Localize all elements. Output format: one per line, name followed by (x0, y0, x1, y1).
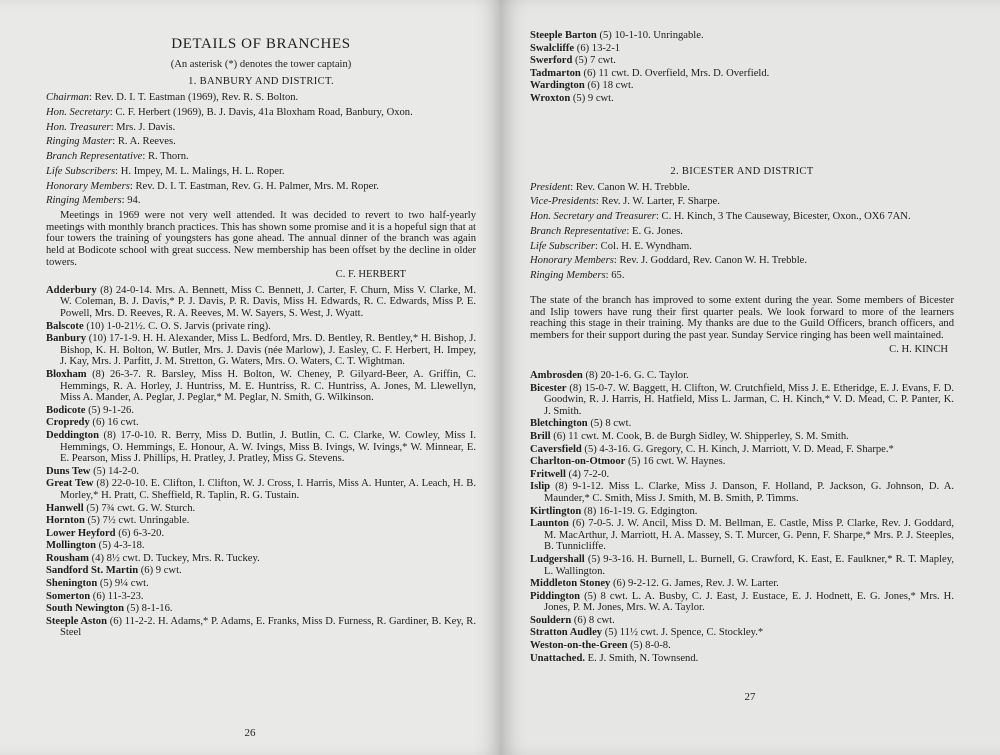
tower-entry (530, 418, 954, 430)
tower-details: (5) 9-3-16. H. Burnell, L. Burnell, G. Crawford, K. East, E. Faulkner,* R. T. Mapley, L. Wallington. (544, 553, 954, 577)
tower-name: Middleton Stoney (530, 578, 611, 590)
tower-name: Launton (530, 518, 569, 530)
tower-details: (6) 8 cwt. (571, 614, 615, 626)
officer-role: Life Subscribers (46, 165, 116, 177)
tower-details: (5) 4-3-18. (96, 540, 145, 552)
officer-names: Mrs. J. Davis. (116, 121, 176, 133)
tower-name: Charlton-on-Otmoor (530, 456, 626, 468)
officer-entry: Life Subscribers: H. Impey, M. L. Malings, H. L. Roper. (46, 165, 285, 177)
officer-entry: Branch Representative: E. G. Jones. (530, 225, 683, 237)
towers-list (46, 285, 476, 639)
officer-names: E. G. Jones. (631, 225, 683, 237)
officer-names: Rev. D. I. T. Eastman (1969), Rev. R. S. Bolton. (94, 92, 299, 103)
tower-entry (46, 466, 476, 478)
tower-name: Weston-on-the-Green (530, 640, 628, 652)
tower-details: (5) 10-1-10. Unringable. (596, 30, 704, 41)
tower-details: (5) 9¼ cwt. (97, 578, 149, 590)
tower-details: E. J. Smith, N. Townsend. (585, 652, 699, 664)
officer-role: Chairman (46, 92, 89, 103)
officer-role: Ringing Members (530, 270, 606, 282)
officer-role: Vice-Presidents (530, 196, 596, 208)
officer-names: C. F. Herbert (1969), B. J. Davis, 41a Bloxham Road, Banbury, Oxon. (115, 106, 413, 118)
report-signature: C. H. KINCH (889, 344, 948, 356)
officer-names: Col. H. E. Wyndham. (600, 240, 692, 252)
officer-names: R. Thorn. (147, 151, 189, 163)
tower-name: Ludgershall (530, 553, 585, 565)
tower-entry (46, 285, 476, 320)
officer-names: 94. (127, 195, 141, 207)
tower-name: Adderbury (46, 284, 97, 296)
tower-details: (6) 11-3-23. (90, 590, 144, 602)
tower-entry (46, 578, 476, 590)
tower-entry (46, 591, 476, 603)
tower-details: (5) 7¾ cwt. G. W. Sturch. (83, 502, 196, 514)
officer-role: Life Subscriber (530, 240, 596, 252)
tower-name: Great Tew (46, 478, 94, 490)
officer-entry: Hon. Secretary and Treasurer: C. H. Kinch, 3 The Causeway, Bicester, Oxon., OX6 7AN. (530, 211, 911, 223)
towers-list (530, 370, 954, 664)
tower-name: Steeple Barton (530, 30, 597, 41)
officer-names: 65. (611, 270, 625, 282)
tower-entry (530, 456, 954, 468)
tower-entry (530, 653, 954, 665)
officers-list (530, 182, 954, 282)
tower-details: (5) 8-1-16. (124, 603, 173, 615)
tower-details: (6) 11-2-2. H. Adams,* P. Adams, E. Franks, Miss D. Furness, R. Gardiner, B. Key, R. Steel (60, 615, 476, 639)
tower-entry (530, 469, 954, 481)
tower-name: Wroxton (530, 92, 571, 104)
tower-entry (46, 528, 476, 540)
tower-entry (46, 540, 476, 552)
tower-details: (5) 7½ cwt. Unringable. (84, 515, 190, 527)
tower-name: South Newington (46, 603, 124, 615)
tower-details: (5) 4-3-16. G. Gregory, C. H. Kinch, J. Marriott, V. D. Mead, F. Sharpe.* (581, 443, 894, 455)
officer-entry: Chairman: Rev. D. I. T. Eastman (1969), Rev. R. S. Bolton. (46, 92, 299, 103)
tower-entry (530, 627, 954, 639)
officer-entry: Hon. Secretary: C. F. Herbert (1969), B. J. Davis, 41a Bloxham Road, Banbury, Oxon. (46, 106, 413, 118)
tower-name: Islip (530, 481, 551, 493)
tower-details: (6) 9 cwt. (138, 565, 182, 577)
tower-details: (8) 17-0-10. R. Berry, Miss D. Butlin, J. Butlin, C. C. Clarke, W. Cowley, Miss I. Hemmings, O. Hemmings, E. Honour, A. W. Ivings, Miss B. Ivings, W. Ivings,* W. Minnear, E. E. Pearson, Miss J. Phillips, H. Pratley, J. Pratley, Miss G. Stevens. (60, 429, 476, 465)
tower-name: Sandford St. Martin (46, 565, 139, 577)
tower-entry (530, 591, 954, 614)
tower-details: (6) 11 cwt. M. Cook, B. de Burgh Sidley, W. Shipperley, S. M. Smith. (550, 430, 849, 442)
tower-details: (6) 16 cwt. (89, 417, 139, 429)
officer-entry: Ringing Master: R. A. Reeves. (46, 136, 176, 148)
tower-details: (8) 24-0-14. Mrs. A. Bennett, Miss C. Bennett, J. Carter, F. Churn, Miss V. Clarke, M. W. Coleman, B. J. Davis,* P. J. Davis, P. R. Davis, Miss H. Edwards, R. C. Edwards, Miss P. E. Powell, Mrs. D. Reeves, R. A. Reeves, M. W. Sayers, S. West, J. Wyatt. (60, 284, 476, 319)
officer-role: Hon. Treasurer (46, 121, 111, 133)
page-number: 26 (244, 727, 256, 739)
tower-details: (8) 9-1-12. Miss L. Clarke, Miss J. Danson, F. Holland, P. Jackson, G. Johnson, D. A. Maunder,* C. Smith, Miss J. Smith, M. B. Smith, P. Timms. (544, 481, 954, 504)
tower-name: Ambrosden (530, 370, 583, 381)
officer-entry: Honorary Members: Rev. J. Goddard, Rev. Canon W. H. Trebble. (530, 255, 807, 267)
tower-entry (530, 370, 954, 382)
tower-name: Hornton (46, 515, 85, 527)
tower-name: Souldern (530, 614, 572, 626)
tower-name: Duns Tew (46, 465, 91, 477)
tower-entry (530, 68, 954, 80)
tower-name: Cropredy (46, 417, 90, 429)
officer-names: C. H. Kinch, 3 The Causeway, Bicester, Oxon., OX6 7AN. (661, 211, 911, 223)
tower-name: Steeple Aston (46, 615, 107, 627)
tower-name: Caversfield (530, 443, 582, 455)
officer-role: Honorary Members (46, 180, 130, 192)
asterisk-note: (An asterisk (*) denotes the tower captain) (170, 59, 352, 70)
officer-names: R. A. Reeves. (117, 136, 176, 148)
officer-role: Ringing Members (46, 195, 122, 207)
report-signature: C. F. HERBERT (335, 269, 406, 281)
tower-name: Stratton Audley (530, 627, 603, 639)
tower-entry (46, 417, 476, 429)
tower-details: (5) 9-1-26. (85, 404, 134, 416)
tower-details: (4) 7-2-0. (565, 468, 610, 480)
tower-details: (8) 16-1-19. G. Edgington. (581, 505, 698, 517)
officer-entry: Life Subscriber: Col. H. E. Wyndham. (530, 240, 692, 252)
officer-role: Branch Representative (46, 151, 143, 163)
tower-entry (46, 321, 476, 333)
tower-details: (6) 7-0-5. J. W. Ancil, Miss D. M. Bellman, E. Castle, Miss P. Clarke, Rev. J. Goddard, M. MacArthur, J. Marriott, H. A. Massey, S. T. Murcer, G. Penn, F. Sharpe,* Mrs. P. J. Steeples, B. Tunnicliffe. (544, 518, 954, 553)
tower-entry (530, 431, 954, 443)
tower-name: Mollington (46, 540, 97, 552)
tower-entry (46, 430, 476, 465)
tower-entry (46, 603, 476, 615)
officer-entry: Hon. Treasurer: Mrs. J. Davis. (46, 121, 176, 133)
tower-details: (5) 11½ cwt. J. Spence, C. Stockley.* (602, 627, 764, 639)
tower-details: (8) 20-1-6. G. C. Taylor. (582, 370, 689, 381)
tower-name: Banbury (46, 333, 87, 345)
tower-details: (5) 14-2-0. (90, 465, 140, 477)
tower-name: Somerton (46, 590, 91, 602)
tower-details: (5) 8 cwt. (587, 418, 632, 430)
tower-name: Tadmarton (530, 67, 581, 79)
officer-names: H. Impey, M. L. Malings, H. L. Roper. (120, 165, 285, 177)
officer-role: Branch Representative (530, 225, 627, 237)
officer-entry: Ringing Members: 94. (46, 195, 141, 207)
tower-name: Shenington (46, 578, 98, 590)
tower-entry (46, 369, 476, 404)
tower-details: (8) 22-0-10. E. Clifton, I. Clifton, W. J. Cross, I. Harris, Miss A. Hunter, A. Leach, H. B. Morley,* H. Pratt, C. Sheffield, R. Taplin, R. G. Tustain. (60, 478, 476, 501)
tower-name: Rousham (46, 552, 89, 564)
tower-entry (530, 55, 954, 67)
tower-details: (5) 16 cwt. W. Haynes. (625, 456, 726, 468)
tower-name: Bloxham (46, 368, 87, 380)
officer-role: Honorary Members (530, 255, 614, 267)
tower-details: (8) 26-3-7. R. Barsley, Miss H. Bolton, W. Cheney, P. Gilyard-Beer, A. Griffin, C. Hemmings, R. A. Horley, J. Huntriss, M. E. Huntriss, R. C. Huntriss, A. Jones, M. Llewellyn, Miss A. Mander, A. Peglar, J. Peglar,* M. Peglar, N. Smith, G. Wilkinson. (60, 368, 476, 404)
tower-details: (6) 6-3-20. (115, 527, 165, 539)
page-number: 27 (744, 691, 756, 703)
right-page (500, 0, 1000, 755)
tower-entry (46, 503, 476, 515)
officers-list (46, 92, 476, 207)
tower-details: (6) 9-2-12. G. James, Rev. J. W. Larter. (610, 578, 779, 590)
officer-names: Rev. J. W. Larter, F. Sharpe. (601, 196, 720, 208)
tower-entry (530, 554, 954, 577)
branch-report: Meetings in 1969 were not very well attended. It was decided to revert to two half-yearly meetings with monthly branch practices. This has shown some promise and it is a hopeful sign that at four towers the training of youngsters has gone ahead. The annual dinner of the branch was again held at Bodicote school with great success. New membership has been offset by the decline in older towers. (46, 210, 476, 268)
officer-entry: Branch Representative: R. Thorn. (46, 151, 189, 163)
section-heading-bicester: 2. BICESTER AND DISTRICT (670, 165, 814, 177)
tower-entry (530, 640, 954, 652)
tower-entry (46, 553, 476, 565)
tower-entry (46, 405, 476, 417)
tower-entry (530, 80, 954, 92)
tower-entry (530, 615, 954, 627)
tower-name: Bletchington (530, 418, 588, 430)
tower-details: (6) 11 cwt. D. Overfield, Mrs. D. Overfield. (580, 67, 770, 79)
tower-name: Balscote (46, 320, 84, 332)
tower-details: (5) 8 cwt. L. A. Busby, C. J. East, J. Eustace, E. J. Hodnett, E. G. Jones,* Mrs. H. Jones, P. M. Jones, Mrs. W. A. Taylor. (544, 590, 954, 614)
tower-entry (530, 578, 954, 590)
tower-name: Swerford (530, 55, 573, 67)
tower-entry (530, 518, 954, 553)
officer-names: Rev. J. Goddard, Rev. Canon W. H. Trebble. (619, 255, 807, 267)
tower-name: Kirtlington (530, 505, 582, 517)
officer-names: Rev. Canon W. H. Trebble. (575, 181, 690, 193)
tower-entry (46, 565, 476, 577)
tower-details: (6) 13-2-1 (574, 42, 621, 54)
officer-entry: Ringing Members: 65. (530, 270, 625, 282)
tower-entry (46, 515, 476, 527)
tower-details: (4) 8½ cwt. D. Tuckey, Mrs. R. Tuckey. (88, 552, 260, 564)
tower-entry (530, 506, 954, 518)
towers-list-continued (530, 30, 954, 105)
tower-entry (46, 333, 476, 368)
tower-entry (530, 444, 954, 456)
tower-entry (530, 30, 954, 42)
tower-details: (10) 17-1-9. H. H. Alexander, Miss L. Bedford, Mrs. D. Bentley, R. Bentley,* H. Bishop, J. Bishop, K. H. Bolton, W. Butler, Mrs. J. Davis (née Marlow), J. Easley, C. F. Herbert, H. Impey, J. Kay, Mrs. J. Parfitt, J. M. Stretton, G. Waters, Mrs. O. Waters, C. T. Wightman. (60, 333, 476, 368)
officer-role: Hon. Secretary (46, 106, 110, 118)
tower-name: Unattached. (530, 652, 586, 664)
tower-name: Bodicote (46, 404, 86, 416)
tower-entry (46, 478, 476, 501)
tower-details: (5) 7 cwt. (572, 55, 616, 67)
tower-entry (530, 93, 954, 105)
tower-name: Bicester (530, 382, 567, 394)
officer-entry: Vice-Presidents: Rev. J. W. Larter, F. Sharpe. (530, 196, 720, 208)
section-heading-banbury: 1. BANBURY AND DISTRICT. (188, 76, 334, 87)
tower-name: Fritwell (530, 468, 566, 480)
page-heading: DETAILS OF BRANCHES (171, 36, 351, 52)
officer-entry: President: Rev. Canon W. H. Trebble. (530, 181, 690, 193)
tower-entry (530, 43, 954, 55)
tower-details: (6) 18 cwt. (584, 80, 634, 92)
tower-name: Deddington (46, 429, 99, 441)
tower-details: (5) 9 cwt. (570, 92, 614, 104)
tower-details: (8) 15-0-7. W. Baggett, H. Clifton, W. Crutchfield, Miss J. E. Etheridge, E. J. Evans, F. D. Goodwin, R. J. Harris, H. Hatfield, Miss L. Jarman, C. H. Kinch,* V. D. Mead, C. P. Panter, K. J. Smith. (544, 382, 954, 417)
tower-name: Swalcliffe (530, 42, 575, 54)
officer-role: Hon. Secretary and Treasurer (530, 211, 656, 223)
tower-name: Wardington (530, 80, 585, 92)
tower-name: Brill (530, 430, 551, 442)
officer-names: Rev. D. I. T. Eastman, Rev. G. H. Palmer, Mrs. M. Roper. (135, 180, 379, 192)
tower-name: Lower Heyford (46, 527, 116, 539)
tower-name: Piddington (530, 590, 581, 602)
branch-report: The state of the branch has improved to some extent during the year. Some members of Bicester and Islip towers have rung their first quarter peals. We look forward to more of the learners reaching this stage in their training. My thanks are due to the Guild Officers, branch officers, and members for their support during the past year. Sunday Service ringing has been well maintained. (530, 295, 954, 341)
officer-entry: Honorary Members: Rev. D. I. T. Eastman, Rev. G. H. Palmer, Mrs. M. Roper. (46, 180, 379, 192)
tower-entry (46, 616, 476, 639)
tower-details: (10) 1-0-21½. C. O. S. Jarvis (private ring). (83, 320, 271, 332)
officer-role: President (530, 181, 571, 193)
tower-entry (530, 383, 954, 418)
tower-name: Hanwell (46, 502, 84, 514)
officer-role: Ringing Master (46, 136, 113, 148)
tower-entry (530, 481, 954, 504)
tower-details: (5) 8-0-8. (627, 640, 671, 652)
